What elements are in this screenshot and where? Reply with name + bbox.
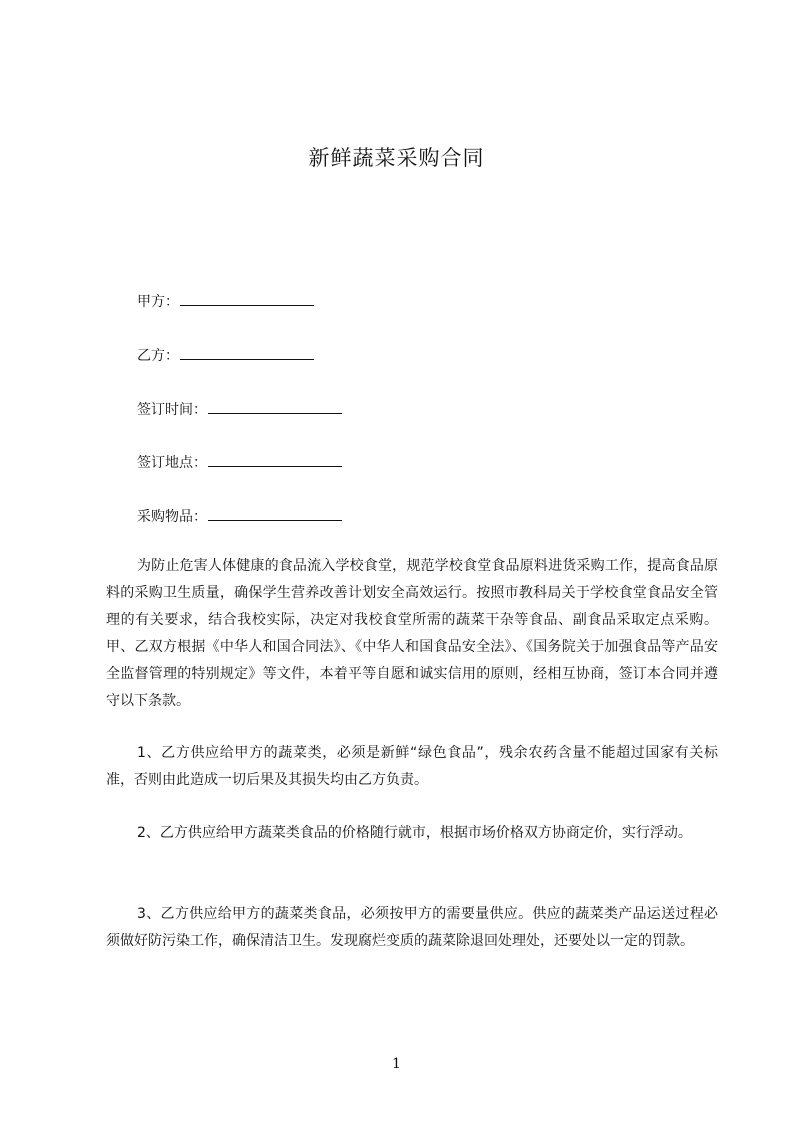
document-title: 新鲜蔬菜采购合同 — [308, 146, 485, 170]
clause-3-text: 3、乙方供应给甲方的蔬菜类食品，必须按甲方的需要量供应。供应的蔬菜类产品运送过程必须做好防污染工作，确保清洁卫生。发现腐烂变质的蔬菜除退回处理处，还要处以一定的罚款。 — [106, 906, 718, 949]
signing-time-blank-line — [208, 399, 342, 414]
party-b-label: 乙方： — [137, 348, 179, 364]
purchase-items-field — [137, 506, 342, 527]
clause-2-text: 2、乙方供应给甲方蔬菜类食品的价格随行就市，根据市场价格双方协商定价，实行浮动。 — [137, 825, 692, 841]
party-a-label: 甲方： — [137, 294, 179, 310]
party-b-blank-line — [180, 345, 314, 360]
party-b-field — [137, 345, 314, 366]
signing-place-blank-line — [208, 452, 342, 467]
clause-2-paragraph — [106, 820, 718, 847]
preamble-text: 为防止危害人体健康的食品流入学校食堂，规范学校食堂食品原料进货采购工作，提高食品原料的采购卫生质量，确保学生营养改善计划安全高效运行。按照市教科局关于学校食堂食品安全管理的有关要求，结合我校实际，决定对我校食堂所需的蔬菜干杂等食品、副食品采取定点采购。甲、乙双方根据《中华人和国合同法》、《中华人和国食品安全法》、《国务院关于加强食品等产品安全监督管理的特别规定》等文件，本着平等自愿和诚实信用的原则，经相互协商，签订本合同并遵守以下条款。 — [106, 558, 718, 709]
preamble-paragraph — [106, 553, 718, 715]
page-number: 1 — [392, 1056, 401, 1072]
party-a-blank-line — [180, 291, 314, 306]
purchase-items-label: 采购物品： — [137, 509, 207, 525]
clause-3-paragraph — [106, 901, 718, 955]
party-a-field — [137, 291, 314, 312]
clause-1-paragraph — [106, 740, 718, 794]
signing-time-label: 签订时间： — [137, 402, 207, 418]
signing-time-field — [137, 399, 342, 420]
purchase-items-blank-line — [208, 506, 342, 521]
signing-place-field — [137, 452, 342, 473]
clause-1-text: 1、乙方供应给甲方的蔬菜类，必须是新鲜“绿色食品”，残余农药含量不能超过国家有关标准，否则由此造成一切后果及其损失均由乙方负责。 — [106, 745, 718, 788]
signing-place-label: 签订地点： — [137, 455, 207, 471]
